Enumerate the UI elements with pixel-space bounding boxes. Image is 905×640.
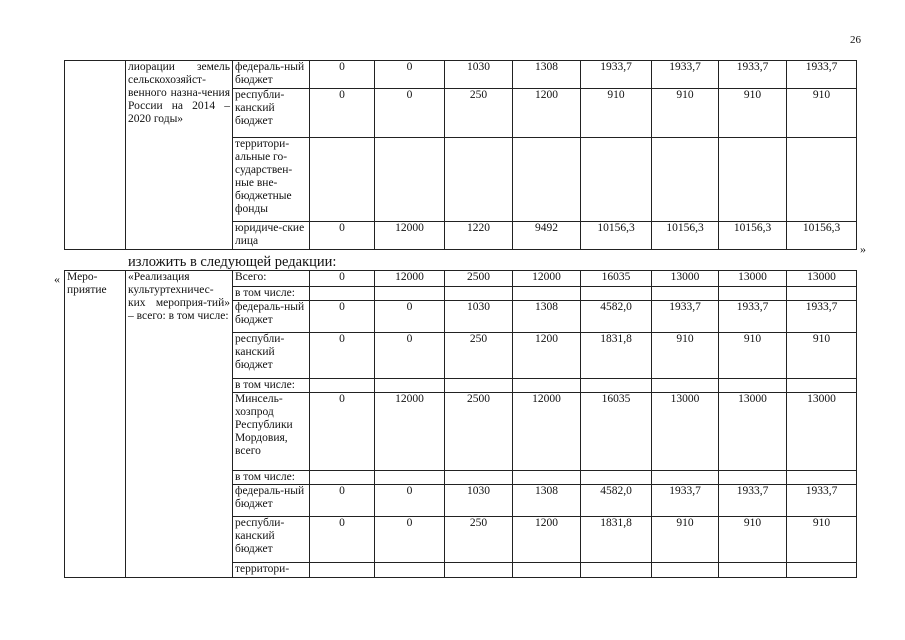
value-cell: 16035 [581,271,652,287]
value-cell: 910 [719,89,787,138]
value-cell [719,138,787,222]
funding-source-cell: федераль-ный бюджет [233,61,310,89]
value-cell: 910 [652,517,719,563]
value-cell [719,563,787,578]
value-cell: 1220 [445,222,513,250]
value-cell [581,138,652,222]
value-cell: 9492 [513,222,581,250]
value-cell: 910 [652,89,719,138]
value-cell [375,471,445,485]
value-cell [310,563,375,578]
funding-source-cell: в том числе: [233,287,310,301]
value-cell: 0 [310,271,375,287]
table-row [65,61,857,89]
value-cell: 250 [445,89,513,138]
value-cell [719,379,787,393]
funding-source-cell: территори-альные го-сударствен-ные вне-бюджетные фонды [233,138,310,222]
funding-source-cell: республи-канский бюджет [233,517,310,563]
value-cell [310,471,375,485]
value-cell: 1308 [513,485,581,517]
funding-source-cell: федераль-ный бюджет [233,301,310,333]
value-cell: 1933,7 [719,485,787,517]
value-cell: 10156,3 [787,222,857,250]
value-cell [787,471,857,485]
closing-quote: » [860,242,866,256]
value-cell [787,287,857,301]
value-cell: 1030 [445,485,513,517]
value-cell: 0 [310,61,375,89]
value-cell [310,379,375,393]
value-cell [581,287,652,301]
value-cell [375,379,445,393]
value-cell: 1933,7 [652,485,719,517]
value-cell: 0 [310,485,375,517]
value-cell [652,471,719,485]
funding-source-cell: федераль-ный бюджет [233,485,310,517]
value-cell: 1933,7 [719,61,787,89]
value-cell [310,138,375,222]
value-cell: 10156,3 [581,222,652,250]
value-cell [652,379,719,393]
value-cell: 1933,7 [581,61,652,89]
value-cell: 1831,8 [581,333,652,379]
measure-description-cell: «Реализация культуртехничес-ких мероприя-тий» – всего: в том числе: [126,271,233,578]
value-cell [787,563,857,578]
value-cell [581,379,652,393]
value-cell [445,563,513,578]
value-cell: 2500 [445,271,513,287]
opening-quote: « [54,272,60,286]
funding-source-cell: юридиче-ские лица [233,222,310,250]
value-cell: 910 [719,333,787,379]
value-cell [375,138,445,222]
value-cell: 0 [375,485,445,517]
value-cell: 0 [310,301,375,333]
value-cell: 250 [445,333,513,379]
value-cell: 1831,8 [581,517,652,563]
measure-description-cell: лиорации земель сельскохозяйст-венного назна-чения России на 2014 – 2020 годы» [126,61,233,250]
value-cell: 16035 [581,393,652,471]
value-cell: 12000 [375,222,445,250]
value-cell [513,379,581,393]
value-cell: 13000 [787,393,857,471]
value-cell: 910 [787,89,857,138]
value-cell: 0 [375,333,445,379]
value-cell: 13000 [719,271,787,287]
table-row [65,271,857,287]
value-cell: 1933,7 [787,301,857,333]
funding-source-cell: Всего: [233,271,310,287]
value-cell: 1933,7 [787,485,857,517]
funding-table-new-edition [64,270,857,578]
value-cell: 0 [310,517,375,563]
value-cell [445,379,513,393]
funding-table-continued [64,60,857,250]
value-cell [513,563,581,578]
value-cell: 1308 [513,301,581,333]
value-cell: 250 [445,517,513,563]
value-cell: 0 [310,222,375,250]
value-cell: 0 [310,89,375,138]
value-cell [513,138,581,222]
value-cell: 0 [375,517,445,563]
value-cell [652,287,719,301]
value-cell [719,287,787,301]
value-cell: 12000 [513,393,581,471]
value-cell: 10156,3 [652,222,719,250]
value-cell [652,138,719,222]
value-cell [513,471,581,485]
funding-source-cell: Минсель-хозпрод Республики Мордовия, всего [233,393,310,471]
type-cell: Меро-приятие [65,271,126,578]
value-cell [581,471,652,485]
value-cell: 0 [375,89,445,138]
value-cell: 4582,0 [581,485,652,517]
funding-source-cell: в том числе: [233,379,310,393]
value-cell [787,138,857,222]
value-cell [652,563,719,578]
value-cell: 910 [787,517,857,563]
value-cell: 13000 [719,393,787,471]
value-cell: 4582,0 [581,301,652,333]
value-cell [375,287,445,301]
value-cell: 910 [719,517,787,563]
value-cell: 1308 [513,61,581,89]
value-cell [787,379,857,393]
value-cell: 1200 [513,333,581,379]
value-cell [719,471,787,485]
value-cell: 12000 [375,271,445,287]
funding-source-cell: республи-канский бюджет [233,89,310,138]
value-cell: 12000 [375,393,445,471]
value-cell [445,471,513,485]
value-cell: 10156,3 [719,222,787,250]
value-cell [310,287,375,301]
funding-source-cell: территори- [233,563,310,578]
value-cell [375,563,445,578]
value-cell: 0 [310,393,375,471]
value-cell: 1030 [445,301,513,333]
value-cell: 0 [375,61,445,89]
value-cell: 1030 [445,61,513,89]
value-cell [445,138,513,222]
instruction-heading: изложить в следующей редакции: [128,254,337,270]
value-cell [445,287,513,301]
funding-source-cell: республи-канский бюджет [233,333,310,379]
page-number: 26 [850,34,861,46]
type-cell [65,61,126,250]
value-cell: 1933,7 [719,301,787,333]
value-cell: 910 [787,333,857,379]
value-cell: 0 [310,333,375,379]
value-cell: 1933,7 [787,61,857,89]
value-cell: 1200 [513,89,581,138]
value-cell: 12000 [513,271,581,287]
value-cell: 13000 [652,393,719,471]
value-cell [513,287,581,301]
value-cell: 1933,7 [652,301,719,333]
value-cell: 13000 [787,271,857,287]
value-cell: 910 [652,333,719,379]
value-cell [581,563,652,578]
funding-source-cell: в том числе: [233,471,310,485]
value-cell: 1200 [513,517,581,563]
value-cell: 2500 [445,393,513,471]
value-cell: 910 [581,89,652,138]
value-cell: 13000 [652,271,719,287]
value-cell: 0 [375,301,445,333]
value-cell: 1933,7 [652,61,719,89]
